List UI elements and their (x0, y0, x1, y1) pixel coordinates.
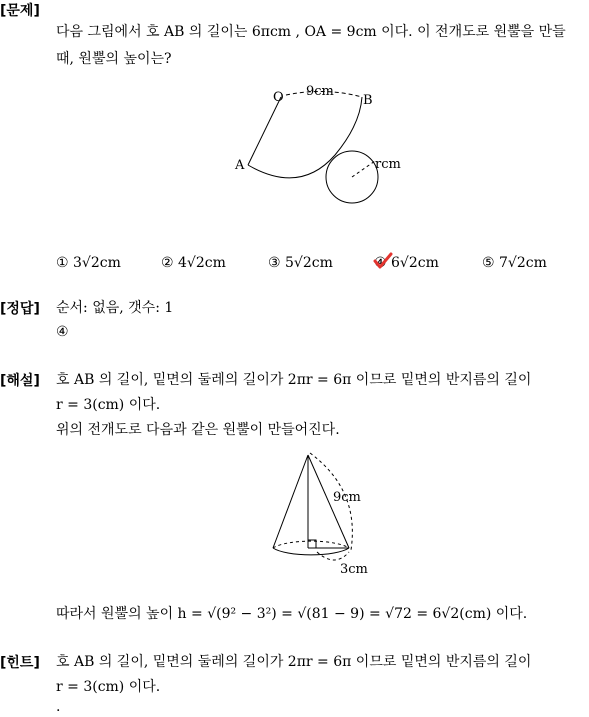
problem-line-1: 다음 그림에서 호 AB 의 길이는 6πcm , OA = 9cm 이다. 이 전개도로 원뿔을 만들 (56, 24, 566, 40)
answer-line-1: 순서: 없음, 갯수: 1 (56, 300, 174, 316)
label-rcm: rcm (375, 157, 401, 172)
option-4-num: ④ (374, 255, 387, 271)
sector-figure (230, 85, 430, 215)
option-3-text: 5√2cm (285, 255, 333, 271)
label-o: O (273, 90, 284, 105)
base-back (273, 541, 349, 548)
option-1[interactable] (56, 255, 121, 271)
label-b: B (363, 93, 373, 108)
problem-line-2: 때, 원뿔의 높이는? (56, 51, 172, 67)
radius-dashed (352, 161, 375, 177)
answer-line-2: ④ (56, 324, 69, 340)
option-5-text: 7√2cm (499, 255, 547, 271)
explanation-conclusion: 따라서 원뿔의 높이 h = √(9² − 3²) = √(81 − 9) = √72 = 6√2(cm) 이다. (56, 606, 528, 622)
hint-line-1: 호 AB 의 길이, 밑면의 둘레의 길이가 2πr = 6π 이므로 밑면의 반지름의 길이 (56, 654, 532, 670)
option-3-num: ③ (268, 255, 281, 271)
segment-oa (248, 97, 281, 165)
explanation-line-1: 호 AB 의 길이, 밑면의 둘레의 길이가 2πr = 6π 이므로 밑면의 반지름의 길이 (56, 372, 532, 388)
option-1-num: ① (56, 255, 69, 271)
hint-line-2: r = 3(cm) 이다. (56, 679, 161, 695)
label-3cm-cone: 3cm (340, 562, 368, 577)
option-5-num: ⑤ (482, 255, 495, 271)
option-4-text: 6√2cm (391, 255, 439, 271)
label-9cm-cone: 9cm (333, 490, 361, 505)
arc-ab (248, 97, 362, 178)
option-3[interactable] (268, 255, 333, 271)
cone-side-left (273, 455, 308, 548)
hint-line-3: . (56, 699, 61, 715)
answer-label: [정답] (0, 301, 40, 317)
option-5[interactable] (482, 255, 547, 271)
cone-figure (265, 450, 385, 575)
explanation-line-2: r = 3(cm) 이다. (56, 397, 161, 413)
option-2[interactable] (161, 255, 226, 271)
check-mark-icon (373, 252, 393, 270)
option-1-text: 3√2cm (73, 255, 121, 271)
hint-label: [힌트] (0, 655, 40, 671)
base-front (273, 548, 349, 555)
explanation-label: [해설] (0, 373, 40, 389)
option-2-text: 4√2cm (178, 255, 226, 271)
explanation-line-3: 위의 전개도로 다음과 같은 원뿔이 만들어진다. (56, 422, 340, 438)
problem-label: [문제] (0, 3, 40, 19)
option-2-num: ② (161, 255, 174, 271)
label-9cm-top: 9cm (306, 84, 334, 99)
label-a: A (235, 158, 245, 173)
